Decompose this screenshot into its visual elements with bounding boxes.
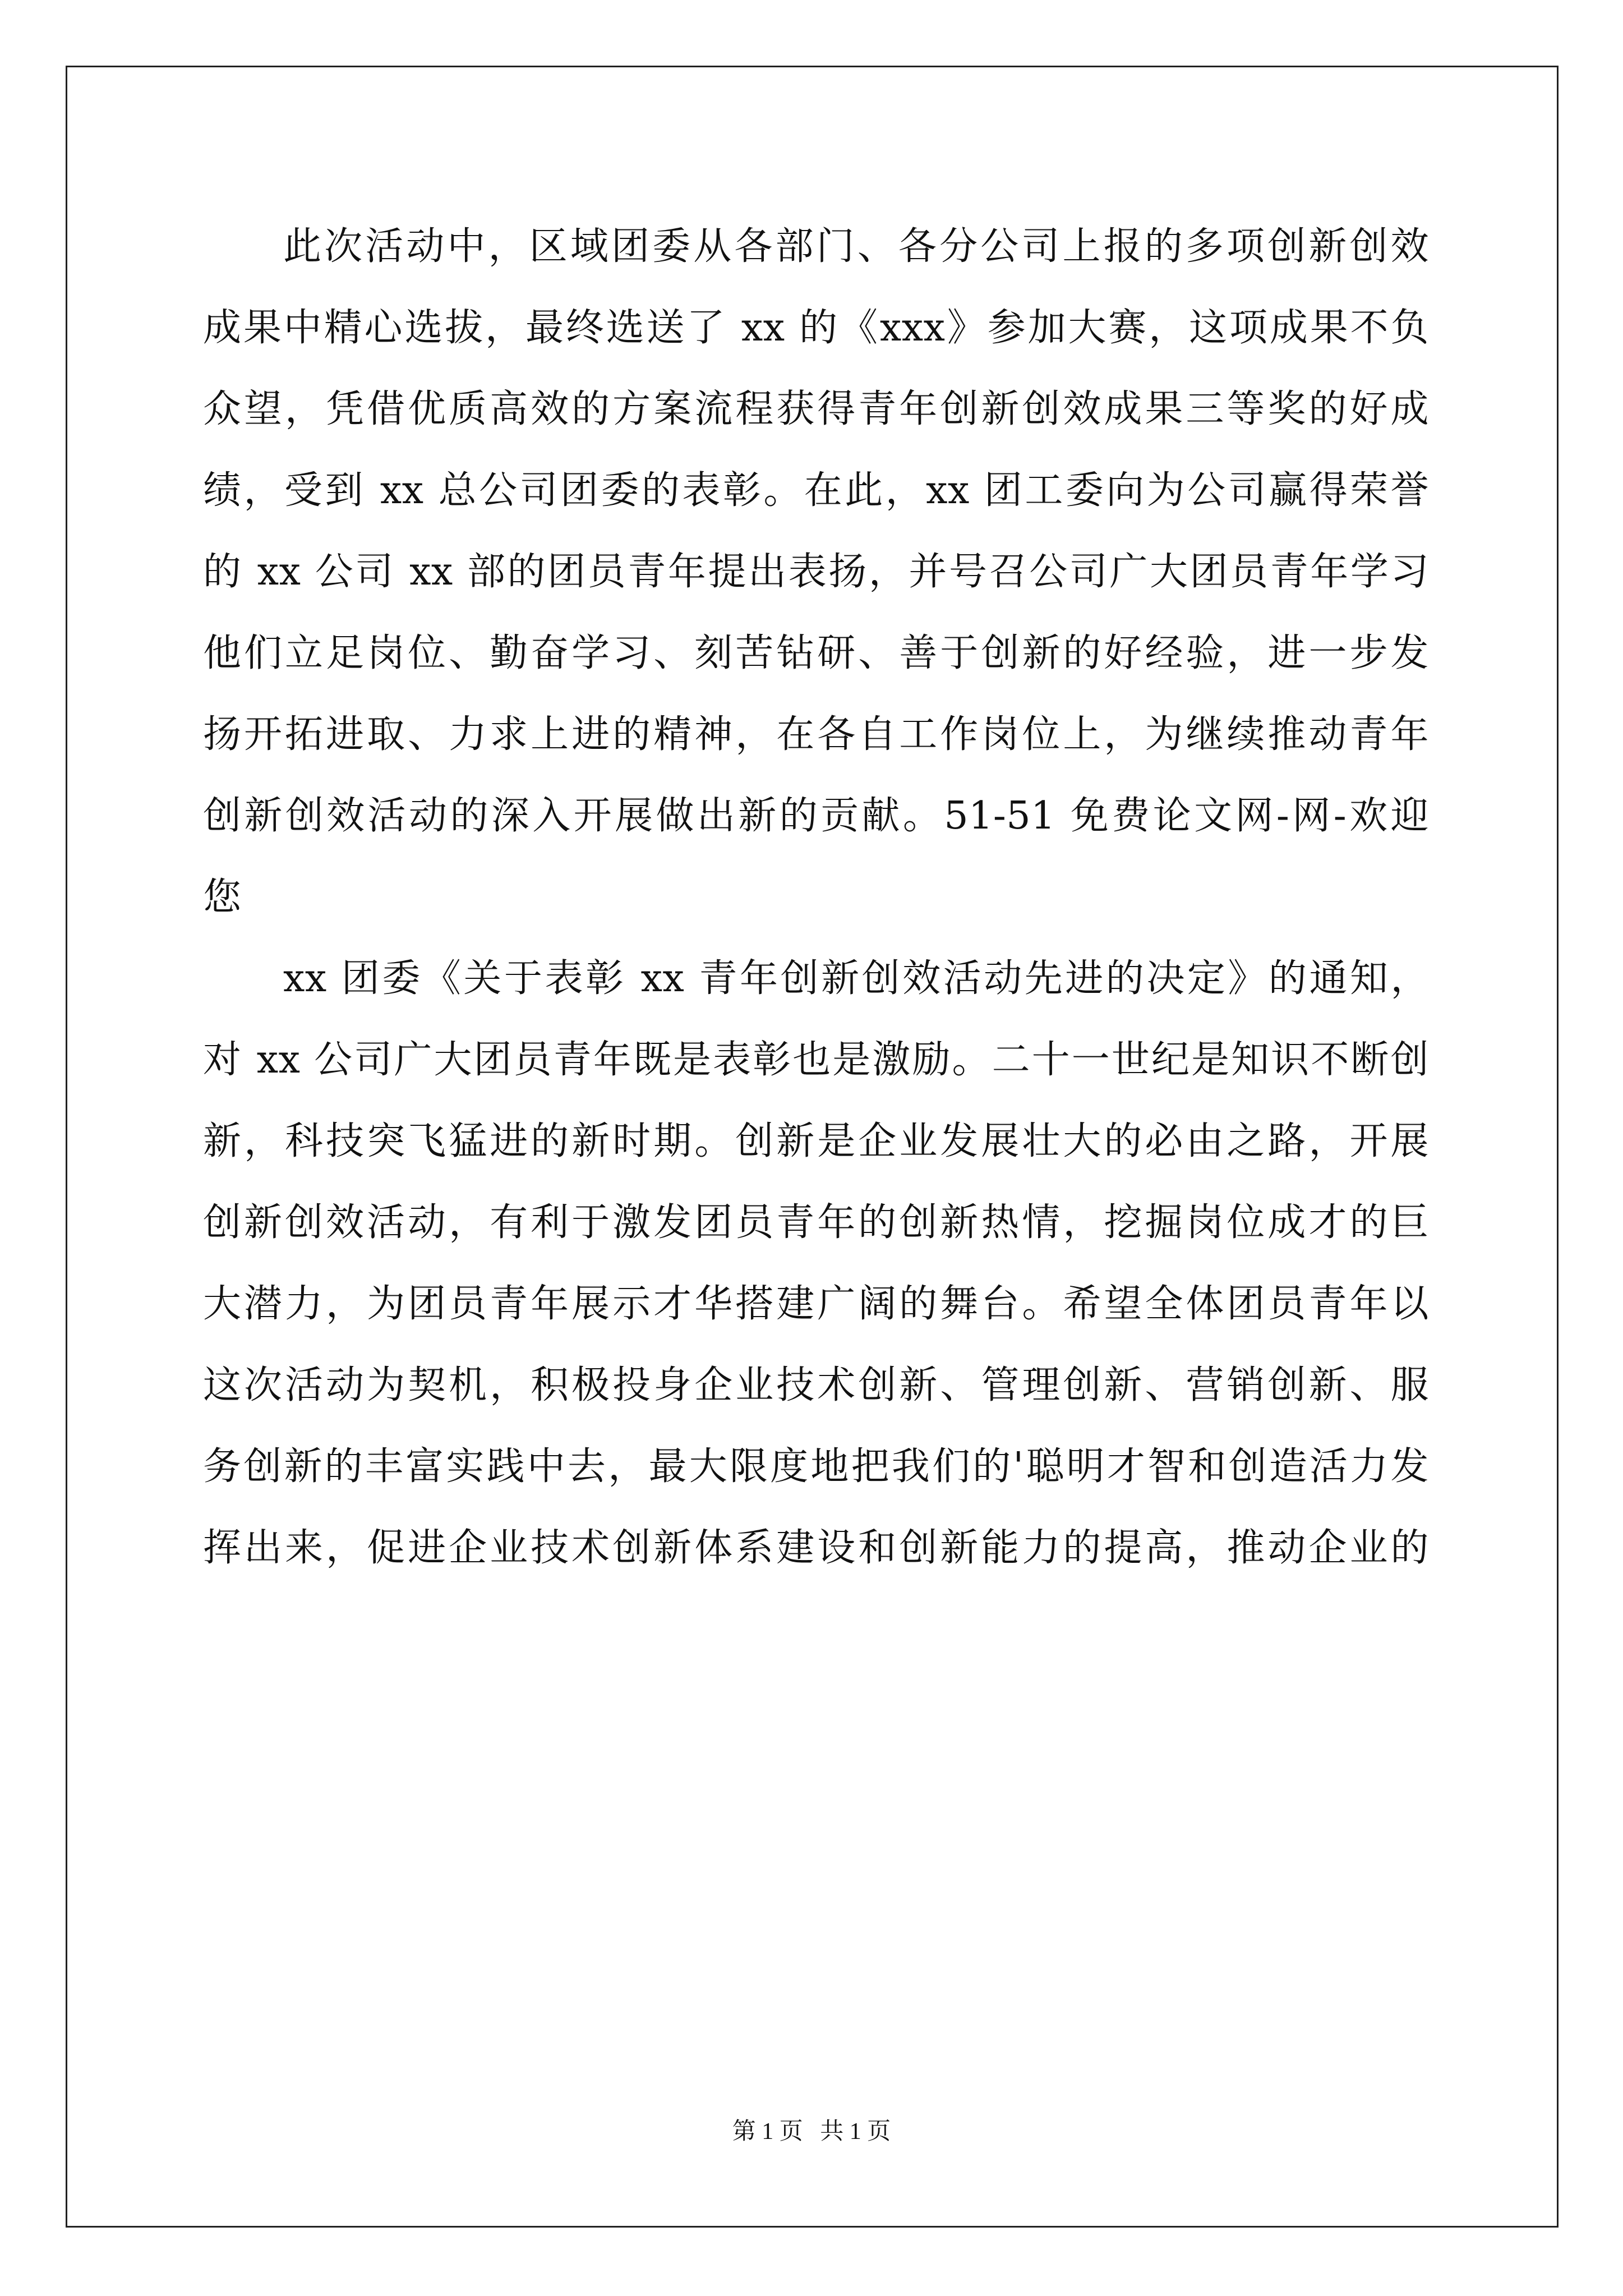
paragraph-1-line-2: 成果中精心选拔，最终选送了 xx 的《xxx》参加大赛，这项成果不负 (203, 306, 1429, 350)
paragraph-1-line-9: 您 (203, 875, 242, 919)
paragraph-1-line-4: 绩，受到 xx 总公司团委的表彰。在此，xx 团工委向为公司赢得荣誉 (203, 468, 1429, 513)
paragraph-2-line-5: 大潜力，为团员青年展示才华搭建广阔的舞台。希望全体团员青年以 (203, 1282, 1429, 1326)
paragraph-2-line-1: xx 团委《关于表彰 xx 青年创新创效活动先进的决定》的通知， (283, 956, 1429, 1001)
paragraph-1-line-6: 他们立足岗位、勤奋学习、刻苦钻研、善于创新的好经验，进一步发 (203, 631, 1429, 675)
paragraph-2-line-3: 新，科技突飞猛进的新时期。创新是企业发展壮大的必由之路，开展 (203, 1119, 1429, 1163)
paragraph-2-line-7: 务创新的丰富实践中去，最大限度地把我们的'聪明才智和创造活力发 (203, 1444, 1429, 1489)
paragraph-1-line-8: 创新创效活动的深入开展做出新的贡献。51-51 免费论文网-网-欢迎 (203, 794, 1429, 838)
page-number: 第 1 页 (732, 2119, 803, 2145)
paragraph-2-line-8: 挥出来，促进企业技术创新体系建设和创新能力的提高，推动企业的 (203, 1526, 1429, 1570)
paragraph-2-line-4: 创新创效活动，有利于激发团员青年的创新热情，挖掘岗位成才的巨 (203, 1200, 1429, 1245)
paragraph-2-line-6: 这次活动为契机，积极投身企业技术创新、管理创新、营销创新、服 (203, 1363, 1429, 1407)
paragraph-1-line-5: 的 xx 公司 xx 部的团员青年提出表扬，并号召公司广大团员青年学习 (203, 550, 1429, 594)
paragraph-1-line-1: 此次活动中，区域团委从各部门、各分公司上报的多项创新创效 (283, 224, 1429, 269)
page-footer (0, 2118, 1623, 2146)
paragraph-1-line-3: 众望，凭借优质高效的方案流程获得青年创新创效成果三等奖的好成 (203, 387, 1429, 431)
page-total: 共 1 页 (820, 2119, 891, 2145)
paragraph-2-line-2: 对 xx 公司广大团员青年既是表彰也是激励。二十一世纪是知识不断创 (203, 1038, 1429, 1082)
paragraph-1-line-7: 扬开拓进取、力求上进的精神，在各自工作岗位上，为继续推动青年 (203, 712, 1429, 757)
